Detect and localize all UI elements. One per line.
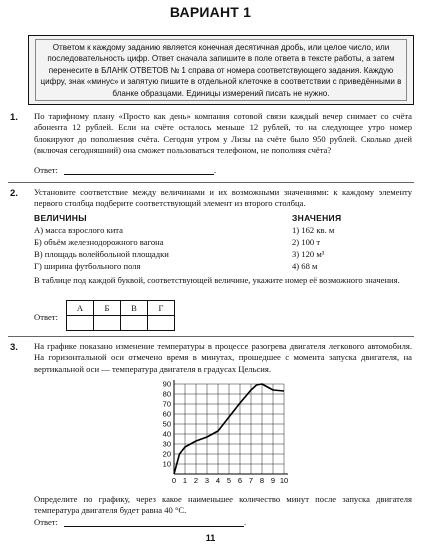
answer-cell-a[interactable]	[67, 316, 94, 331]
y-tick-label: 40	[162, 429, 171, 439]
letter-cell-v: В	[121, 301, 148, 316]
value-1: 1) 162 кв. м	[292, 225, 335, 235]
x-tick-label: 0	[171, 476, 177, 485]
q1-text: По тарифному плану «Просто как день» компания сотовой связи каждый вечер снимает со счёта абонента 12 рублей. Если на счёте осталось меньше 12 рублей, то на следующее утро номер блокируют до пополнения счёта. Сегодня утром у Лизы на счёте было 950 рублей. Сколько дней (включая сегодняшний) она сможет пользоваться телефоном, не пополняя счёта?	[34, 111, 412, 156]
y-tick-label: 50	[162, 419, 171, 429]
q2-table-note: В таблице под каждой буквой, соответствующей величине, укажите номер её возможного значения.	[34, 275, 400, 285]
instructions-text: Ответом к каждому заданию является конечная десятичная дробь, или целое число, или последовательность цифр. Ответ сначала запишите в поле ответа в тексте работы, а затем перенесите в БЛАНК ОТВЕТОВ № 1 справа от номера соответствующего задания. Каждую цифру, знак «минус» и запятую пишите в отдельной клеточке в соответствии с приведёнными в бланке образцами. Единицы измерений писать не нужно.	[35, 39, 407, 101]
q2-answer-label: Ответ:	[34, 312, 58, 322]
value-4: 4) 68 м	[292, 261, 318, 271]
q3-number: 3.	[10, 342, 18, 353]
q2-number: 2.	[10, 188, 18, 199]
variant-title: ВАРИАНТ 1	[169, 4, 252, 20]
q3-answer-dot: .	[243, 517, 247, 527]
q2-answer-table	[66, 300, 175, 331]
x-tick-label: 1	[182, 476, 188, 485]
letter-cell-a: А	[67, 301, 94, 316]
y-tick-label: 30	[162, 439, 171, 449]
x-tick-label: 7	[248, 476, 254, 485]
separator	[8, 182, 414, 183]
y-tick-label: 80	[162, 389, 171, 399]
instructions-box	[28, 35, 414, 105]
q1-number: 1.	[10, 112, 18, 123]
q3-question: Определите по графику, через какое наименьшее количество минут после запуска двигателя температура двигателя будет равна 40 °С.	[34, 494, 412, 516]
answer-cell-b[interactable]	[94, 316, 121, 331]
letter-cell-b: Б	[94, 301, 121, 316]
quantity-g: Г) ширина футбольного поля	[34, 261, 141, 271]
q1-answer	[34, 165, 216, 175]
x-tick-label: 5	[226, 476, 232, 485]
q1-answer-label: Ответ:	[34, 165, 58, 175]
letter-cell-g: Г	[148, 301, 175, 316]
q3-answer	[34, 517, 246, 527]
x-tick-label: 2	[193, 476, 199, 485]
x-tick-label: 6	[237, 476, 243, 485]
page-number: 11	[205, 533, 216, 543]
x-tick-label: 3	[204, 476, 210, 485]
q3-answer-label: Ответ:	[34, 517, 58, 527]
quantity-b: Б) объём железнодорожного вагона	[34, 237, 164, 247]
quantity-a: А) масса взрослого кита	[34, 225, 123, 235]
q3-text: На графике показано изменение температуры в процессе разогрева двигателя легкового автомобиля. На горизонтальной оси отмечено время в минутах, прошедшее с момента запуска двигателя, на вертикальной оси — температура двигателя в градусах Цельсия.	[34, 341, 412, 374]
y-tick-label: 90	[162, 379, 171, 389]
q2-text: Установите соответствие между величинами и их возможными значениями: к каждому элементу первого столбца подберите соответствующий элемент из второго столбца.	[34, 187, 412, 209]
x-tick-label: 8	[259, 476, 265, 485]
q1-answer-dot: .	[213, 165, 217, 175]
y-tick-label: 70	[162, 399, 171, 409]
value-3: 3) 120 м³	[292, 249, 325, 259]
answer-cell-g[interactable]	[148, 316, 175, 331]
q1-answer-field[interactable]	[64, 165, 217, 175]
y-tick-label: 60	[162, 409, 171, 419]
value-2: 2) 100 т	[292, 237, 321, 247]
q3-answer-field[interactable]	[64, 517, 247, 527]
quantities-header: ВЕЛИЧИНЫ	[34, 213, 87, 223]
answer-cell-v[interactable]	[121, 316, 148, 331]
values-header: ЗНАЧЕНИЯ	[292, 213, 342, 223]
x-tick-label: 4	[215, 476, 221, 485]
x-tick-label: 10	[279, 476, 289, 485]
y-tick-label: 20	[162, 449, 171, 459]
separator	[8, 336, 414, 337]
x-tick-label: 9	[270, 476, 276, 485]
y-tick-label: 10	[162, 459, 171, 469]
quantity-v: В) площадь волейбольной площадки	[34, 249, 169, 259]
temperature-chart	[152, 374, 292, 489]
